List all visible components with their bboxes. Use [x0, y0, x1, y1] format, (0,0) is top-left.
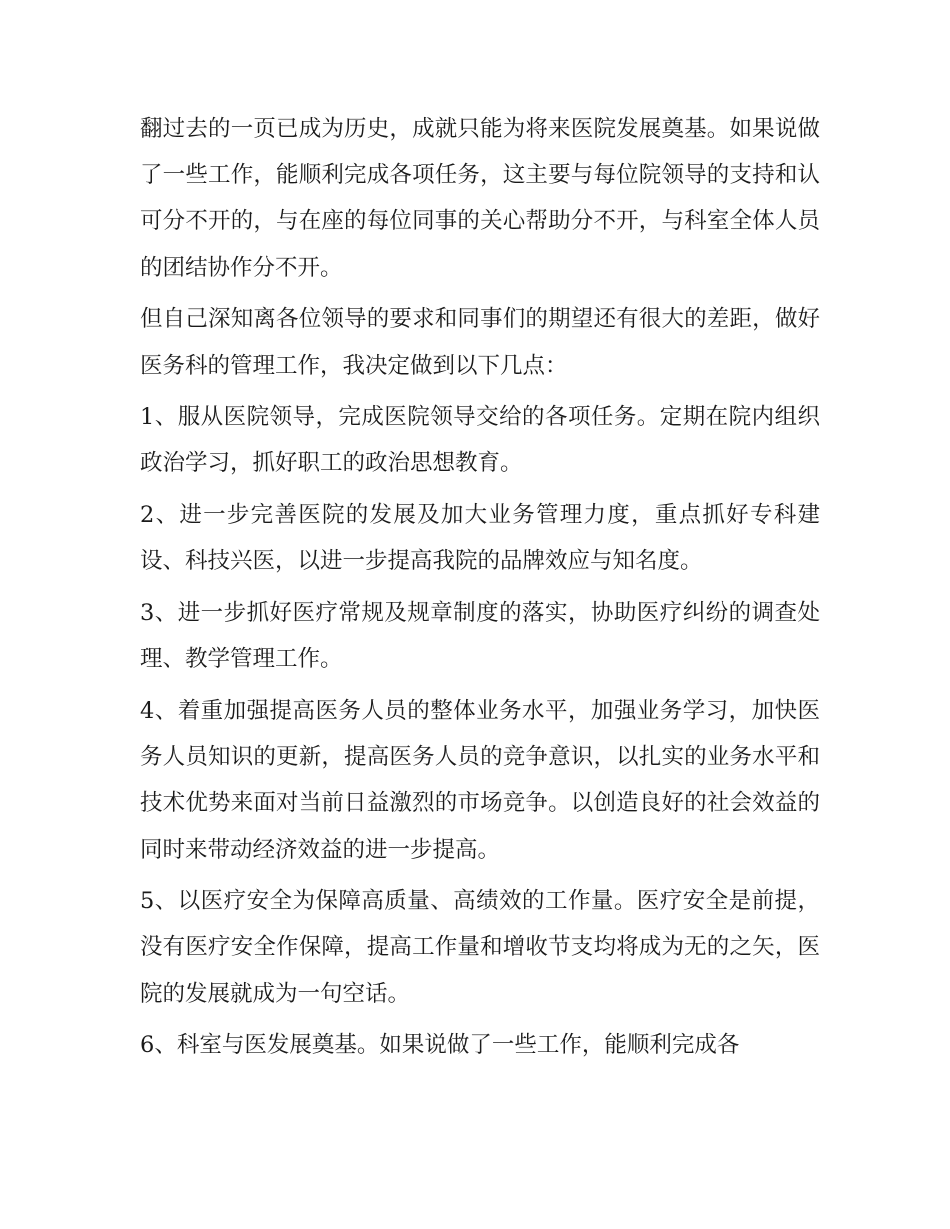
- paragraph-point-2: 2、进一步完善医院的发展及加大业务管理力度，重点抓好专科建设、科技兴医，以进一步提高我院的品牌效应与知名度。: [140, 502, 820, 575]
- paragraph-resolve: 但自己深知离各位领导的要求和同事们的期望还有很大的差距，做好医务科的管理工作，我决定做到以下几点：: [140, 306, 820, 379]
- paragraph-point-3: 3、进一步抓好医疗常规及规章制度的落实，协助医疗纠纷的调查处理、教学管理工作。: [140, 600, 820, 673]
- paragraph-intro: 翻过去的一页已成为历史，成就只能为将来医院发展奠基。如果说做了一些工作，能顺利完成各项任务，这主要与每位院领导的支持和认可分不开的，与在座的每位同事的关心帮助分不开，与科室全体人员的团结协作分不开。: [140, 116, 820, 281]
- document-body: [140, 106, 820, 1074]
- paragraph-point-6: 6、科室与医发展奠基。如果说做了一些工作，能顺利完成各: [140, 1032, 740, 1059]
- paragraph-point-1: 1、服从医院领导，完成医院领导交给的各项任务。定期在院内组织政治学习，抓好职工的政治思想教育。: [140, 404, 820, 477]
- paragraph-point-5: 5、以医疗安全为保障高质量、高绩效的工作量。医疗安全是前提，没有医疗安全作保障，提高工作量和增收节支均将成为无的之矢，医院的发展就成为一句空话。: [140, 888, 820, 1007]
- paragraph-point-4: 4、着重加强提高医务人员的整体业务水平，加强业务学习，加快医务人员知识的更新，提高医务人员的竞争意识，以扎实的业务水平和技术优势来面对当前日益激烈的市场竞争。以创造良好的社会效益的同时来带动经济效益的进一步提高。: [140, 697, 820, 863]
